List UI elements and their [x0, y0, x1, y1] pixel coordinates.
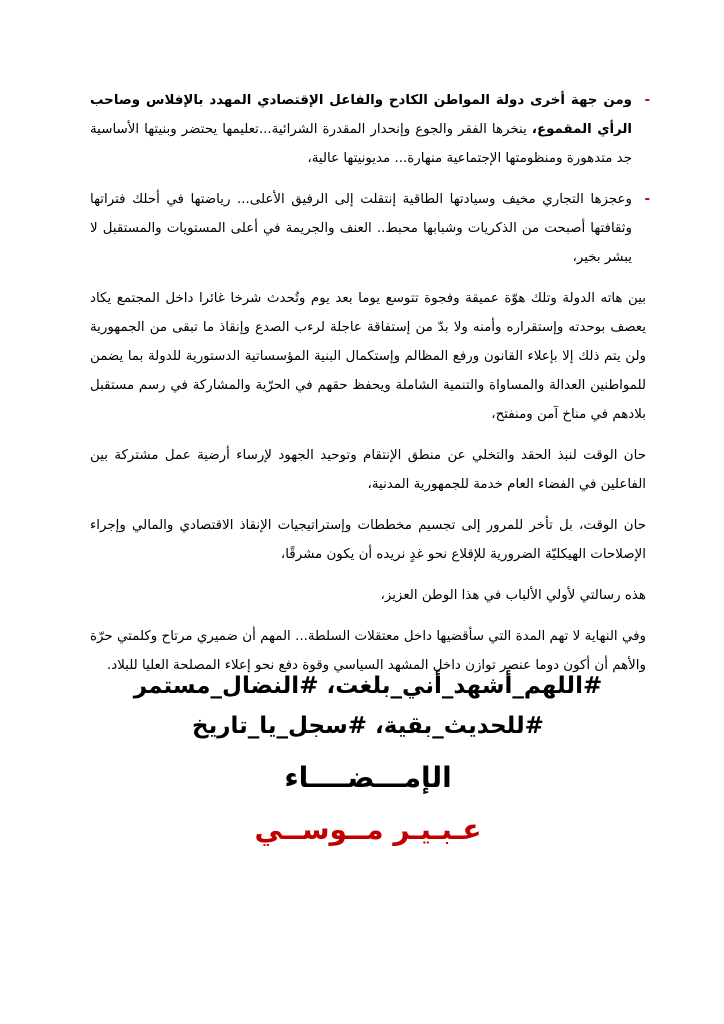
signature-label: الإمـــضــــاء [284, 761, 452, 794]
hashtags-line-2: #للحديث_بقية، #سجل_يا_تاريخ [192, 713, 544, 739]
paragraph-reforms: حان الوقت، بل تأخر للمرور إلى تجسيم مخططات وإستراتيجيات الإنقاذ الاقتصادي والمالي وإجراء الإصلاحات الهيكليّة الضرورية للإقلاع نحو غدٍ نريده أن يكون مشرقًا، [90, 518, 646, 562]
paragraph-closing: وفي النهاية لا تهم المدة التي سأقضيها داخل معتقلات السلطة... المهم أن ضميري مرتاح وكلمتي حرّة والأهم أن أكون دوما عنصر توازن داخل المشهد السياسي وقوة دفع نحو إعلاء المصلحة العليا للبلاد. [90, 629, 646, 673]
paragraph-gap: بين هاته الدولة وتلك هوّة عميقة وفجوة تتوسع يوما بعد يوم وتُحدث شرخا غائرا داخل المجتمع يكاد يعصف بوحدته وإستقراره وأمنه ولا بدّ من إستفاقة عاجلة لرءب الصدع وإنقاذ ما تبقى من الجمهورية ولن يتم ذلك إلا بإعلاء القانون ورفع المظالم وإستكمال البنية المؤسساتية الدستورية للدولة بما يضمن للمواطنين العدالة والمساواة والتنمية الشاملة ويحفظ حقهم في الحرّية والمشاركة في رسم مستقبل بلادهم في مناخ آمن ومنفتح، [90, 291, 646, 422]
bullet-text: ينخرها الفقر والجوع وإنحدار المقدرة الشرائية...تعليمها يحتضر وبنيتها الأساسية جد متدهورة ومنظومتها الإجتماعية منهارة... مديونيتها عالية، [90, 122, 632, 166]
bullet-text: وعجزها التجاري مخيف وسيادتها الطاقية إنتقلت إلى الرفيق الأعلى... رياضتها في أحلك فتراتها وثقافتها أصبحت من الذكريات وشبابها محبط.. العنف والجريمة في أعلى المستويات والمستقبل لا يبشر بخير، [90, 192, 632, 265]
paragraph-message: هذه رسالتي لأولي الألباب في هذا الوطن العزيز، [380, 588, 646, 603]
bullet-item-1 [90, 86, 650, 173]
signature-name: عـبـيـر مــوســي [254, 813, 482, 846]
bullet-item-2 [90, 185, 650, 272]
bullet-bold-lead: ومن جهة أخرى دولة المواطن الكادح والفاعل الإقتصادي المهدد بالإفلاس وصاحب الرأي المقموع، [90, 93, 632, 137]
hashtags-line-1: #اللهم_أشهد_أني_بلغت، #النضال_مستمر [133, 673, 603, 699]
hashtags-block [90, 666, 646, 746]
bullet-dash: - [644, 93, 650, 108]
letter-body [90, 86, 650, 692]
bullet-dash: - [644, 192, 650, 207]
paragraph-time-to-unite: حان الوقت لنبذ الحقد والتخلي عن منطق الإنتقام وتوحيد الجهود لإرساء أرضية عمل مشتركة بين الفاعلين في الفضاء العام خدمة للجمهورية المدنية، [90, 448, 646, 492]
